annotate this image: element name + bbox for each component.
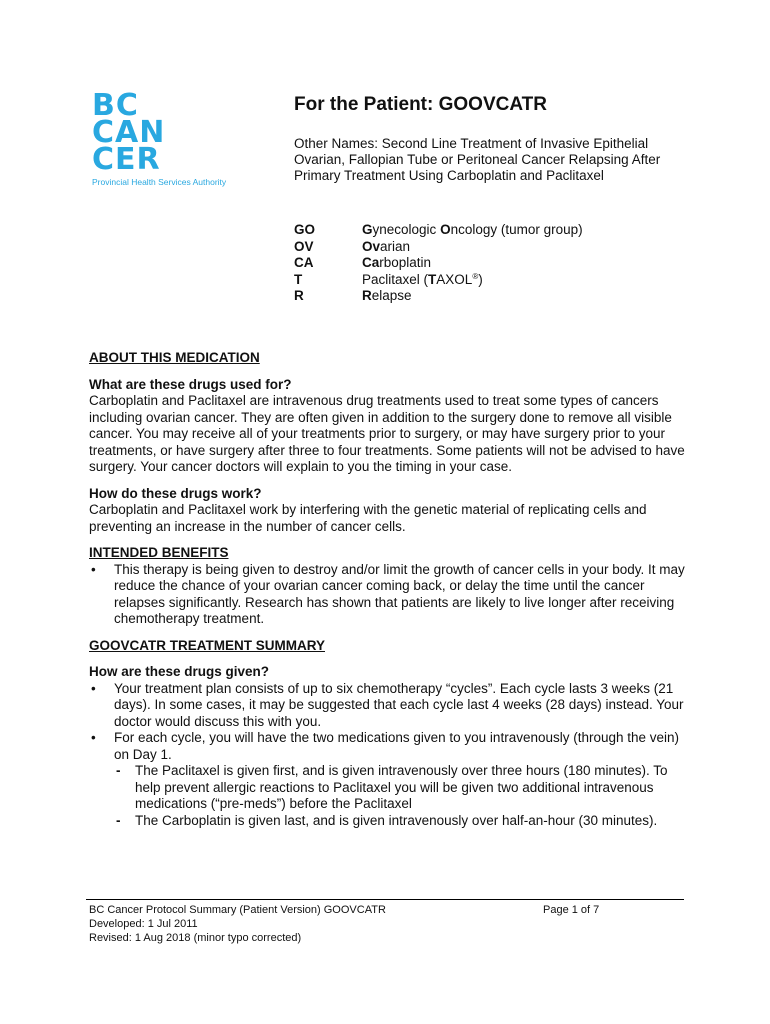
logo-line-1: BC bbox=[92, 88, 139, 123]
acronym-row bbox=[294, 222, 583, 239]
acronym-row bbox=[294, 255, 583, 272]
question-mechanism: How do these drugs work? bbox=[89, 485, 262, 501]
question-administration: How are these drugs given? bbox=[89, 664, 270, 679]
page-title: For the Patient: GOOVCATR bbox=[294, 94, 547, 115]
acronym-row bbox=[294, 239, 583, 256]
acronym-row bbox=[294, 288, 583, 305]
acronym-code: R bbox=[294, 288, 304, 303]
bc-cancer-logo bbox=[92, 88, 242, 187]
acronym-code: CA bbox=[294, 255, 314, 270]
question-uses: What are these drugs used for? bbox=[89, 376, 292, 392]
logo-subtitle: Provincial Health Services Authority bbox=[92, 177, 227, 187]
acronym-description: Gynecologic Oncology (tumor group) bbox=[362, 222, 583, 237]
document-body bbox=[89, 350, 689, 839]
footer bbox=[89, 903, 386, 945]
footer-divider bbox=[86, 899, 684, 900]
acronym-description: Ovarian bbox=[362, 238, 411, 254]
acronym-description: Paclitaxel (TAXOL®) bbox=[362, 271, 483, 287]
list-item bbox=[89, 730, 689, 829]
list-item: • Your treatment plan consists of up to six chemotherapy “cycles”. Each cycle lasts 3 weeks (21 days). In some cases, it may be suggested that each cycle last 4 weeks (28 days) instead. Your doctor would discuss this with you. bbox=[89, 681, 689, 731]
sub-list bbox=[114, 763, 689, 829]
page-number: Page 1 of 7 bbox=[543, 904, 600, 916]
acronym-description: Carboplatin bbox=[362, 255, 432, 270]
sub-list-item: - The Paclitaxel is given first, and is given intravenously over three hours (180 minutes). To help prevent allergic reactions to Paclitaxel you will be given two additional intravenous medications (“pre-meds”) before the Paclitaxel bbox=[114, 763, 689, 813]
list-item-text: For each cycle, you will have the two medications given to you intravenously (through the vein) on Day 1. bbox=[114, 730, 680, 762]
acronym-row bbox=[294, 272, 583, 289]
acronym-description: Relapse bbox=[362, 288, 412, 303]
acronym-code: OV bbox=[294, 238, 314, 254]
benefits-heading: INTENDED BENEFITS bbox=[89, 545, 229, 560]
logo-line-2: CAN bbox=[92, 115, 166, 150]
acronym-code: T bbox=[294, 271, 303, 287]
list-item: • This therapy is being given to destroy and/or limit the growth of cancer cells in your body. It may reduce the chance of your ovarian cancer coming back, or delay the time until the cancer relapses significantly. Research has shown that patients are likely to live longer after receiving chemotherapy treatment. bbox=[89, 562, 689, 628]
answer-mechanism: Carboplatin and Paclitaxel work by interfering with the genetic material of replicating cells and preventing an increase in the number of cancer cells. bbox=[89, 502, 647, 534]
footer-protocol: BC Cancer Protocol Summary (Patient Version) GOOVCATR bbox=[89, 904, 386, 916]
summary-heading: GOOVCATR TREATMENT SUMMARY bbox=[89, 637, 325, 653]
about-heading: ABOUT THIS MEDICATION bbox=[89, 350, 260, 365]
answer-uses: Carboplatin and Paclitaxel are intravenous drug treatments used to treat some types of cancers including ovarian cancer. They are often given in addition to the surgery done to remove all visible cancer. You may receive all of your treatments prior to surgery, or may have surgery prior to your treatments, or have surgery after three to four treatments. Some patients will not be advised to have surgery. Your cancer doctors will explain to you the timing in your case. bbox=[89, 393, 685, 474]
treatment-list bbox=[89, 681, 689, 830]
sub-list-item: - The Carboplatin is given last, and is given intravenously over half-an-hour (30 minutes). bbox=[114, 813, 689, 830]
logo-line-3: CER bbox=[92, 142, 161, 177]
acronym-code: GO bbox=[294, 222, 316, 237]
acronym-table bbox=[294, 222, 583, 305]
footer-revised: Revised: 1 Aug 2018 (minor typo corrected) bbox=[89, 932, 302, 944]
footer-developed: Developed: 1 Jul 2011 bbox=[89, 918, 198, 930]
benefits-list bbox=[89, 562, 689, 628]
other-names: Other Names: Second Line Treatment of Invasive Epithelial Ovarian, Fallopian Tube or Peritoneal Cancer Relapsing After Primary Treatment Using Carboplatin and Paclitaxel bbox=[294, 136, 661, 183]
